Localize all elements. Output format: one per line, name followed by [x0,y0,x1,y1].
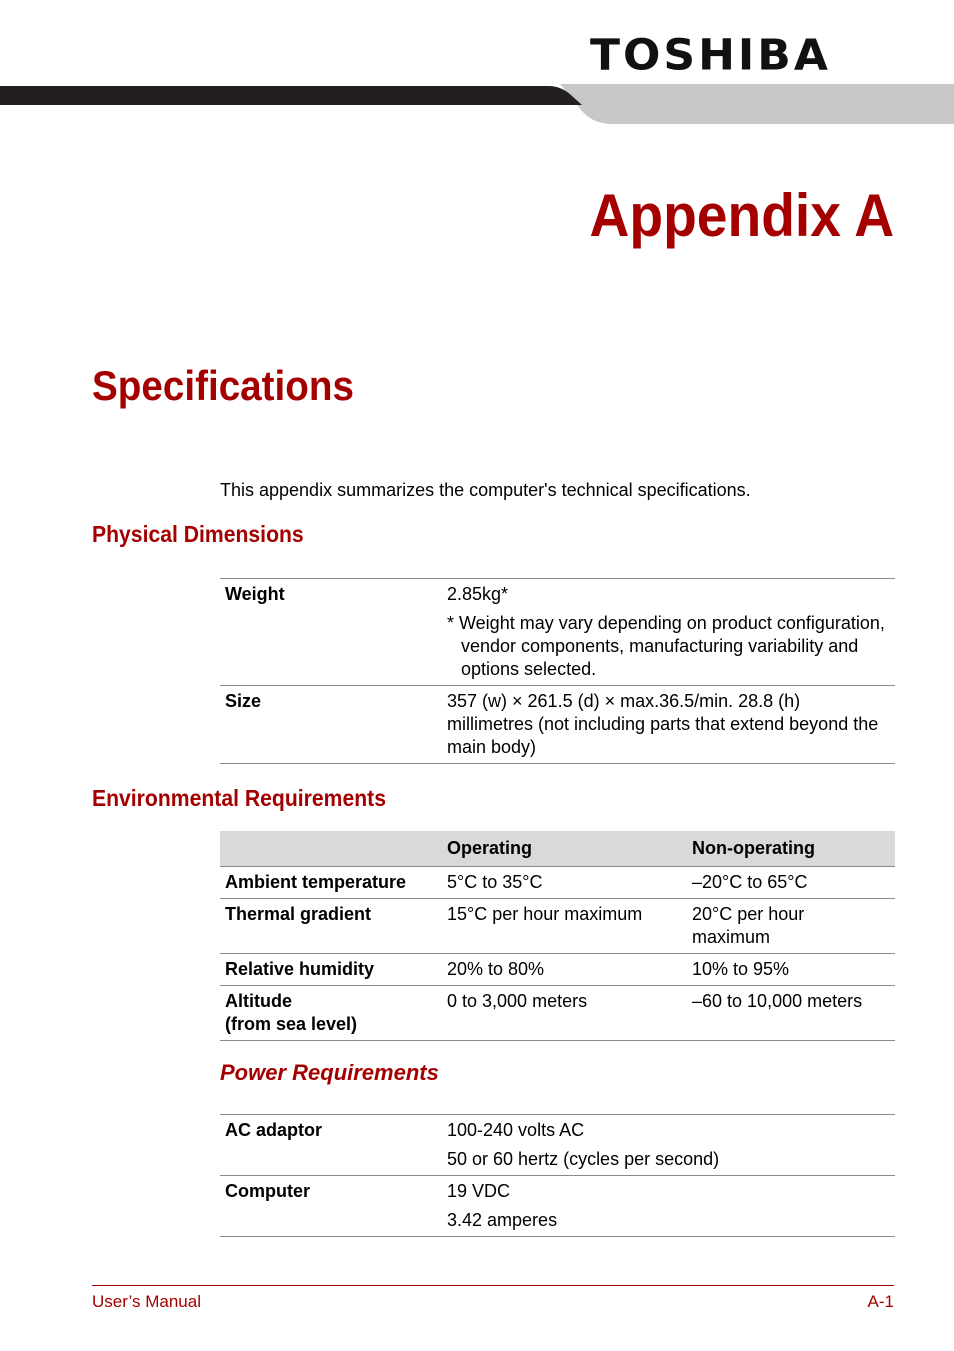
table-header-row [220,831,895,867]
section-title: Specifications [92,362,354,409]
row-label: Thermal gradient [225,904,372,924]
row-value [442,1176,895,1237]
row-value [442,1115,895,1176]
column-header-empty [220,831,442,867]
column-header-operating: Operating [442,831,687,867]
dc-voltage-value: 19 VDC [447,1181,511,1201]
environmental-requirements-heading: Environmental Requirements [92,785,386,811]
header-band-light [560,84,954,124]
weight-note: * Weight may vary depending on product configuration, vendor components, manufacturing variability and options selected. [447,613,885,679]
operating-value: 5°C to 35°C [447,872,543,892]
row-value [442,579,895,686]
column-header-non-operating: Non-operating [687,831,895,867]
footer-divider [92,1285,894,1286]
row-label: Computer [225,1181,310,1201]
row-label: AC adaptor [225,1120,323,1140]
non-operating-value: –60 to 10,000 meters [692,991,863,1011]
table-row [220,899,895,954]
operating-value: 0 to 3,000 meters [447,991,588,1011]
physical-dimensions-heading: Physical Dimensions [92,521,304,547]
intro-paragraph: This appendix summarizes the computer's technical specifications. [220,480,751,500]
table-row [220,1176,895,1237]
physical-dimensions-table [220,578,895,764]
non-operating-value: –20°C to 65°C [692,872,808,892]
row-label [220,986,442,1041]
table-row [220,867,895,899]
weight-value: 2.85kg* [447,584,509,604]
current-value: 3.42 amperes [447,1210,558,1230]
page-title: Appendix A [589,182,894,249]
row-label: Ambient temperature [225,872,407,892]
operating-value: 20% to 80% [447,959,545,979]
non-operating-value: 10% to 95% [692,959,790,979]
non-operating-value: 20°C per hour maximum [692,904,805,947]
table-row [220,1115,895,1176]
footer-manual-label: User’s Manual [92,1292,201,1311]
frequency-value: 50 or 60 hertz (cycles per second) [447,1149,720,1169]
altitude-label: Altitude [225,991,292,1011]
toshiba-logo: TOSHIBA [590,30,831,81]
row-label: Relative humidity [225,959,375,979]
environmental-requirements-table [220,831,895,1041]
row-label: Size [225,691,262,711]
table-row [220,686,895,764]
power-requirements-table [220,1114,895,1237]
table-row [220,986,895,1041]
header-band-dark [0,86,582,105]
size-value: 357 (w) × 261.5 (d) × max.36.5/min. 28.8 (h) millimetres (not including parts that extend beyond the main body) [447,691,879,757]
row-label: Weight [225,584,285,604]
operating-value: 15°C per hour maximum [447,904,643,924]
footer-page-number: A-1 [867,1292,894,1311]
power-requirements-heading: Power Requirements [220,1060,439,1085]
voltage-value: 100-240 volts AC [447,1120,585,1140]
altitude-label-sub: (from sea level) [225,1014,358,1034]
table-row [220,954,895,986]
header-band [0,84,954,126]
table-row [220,579,895,686]
